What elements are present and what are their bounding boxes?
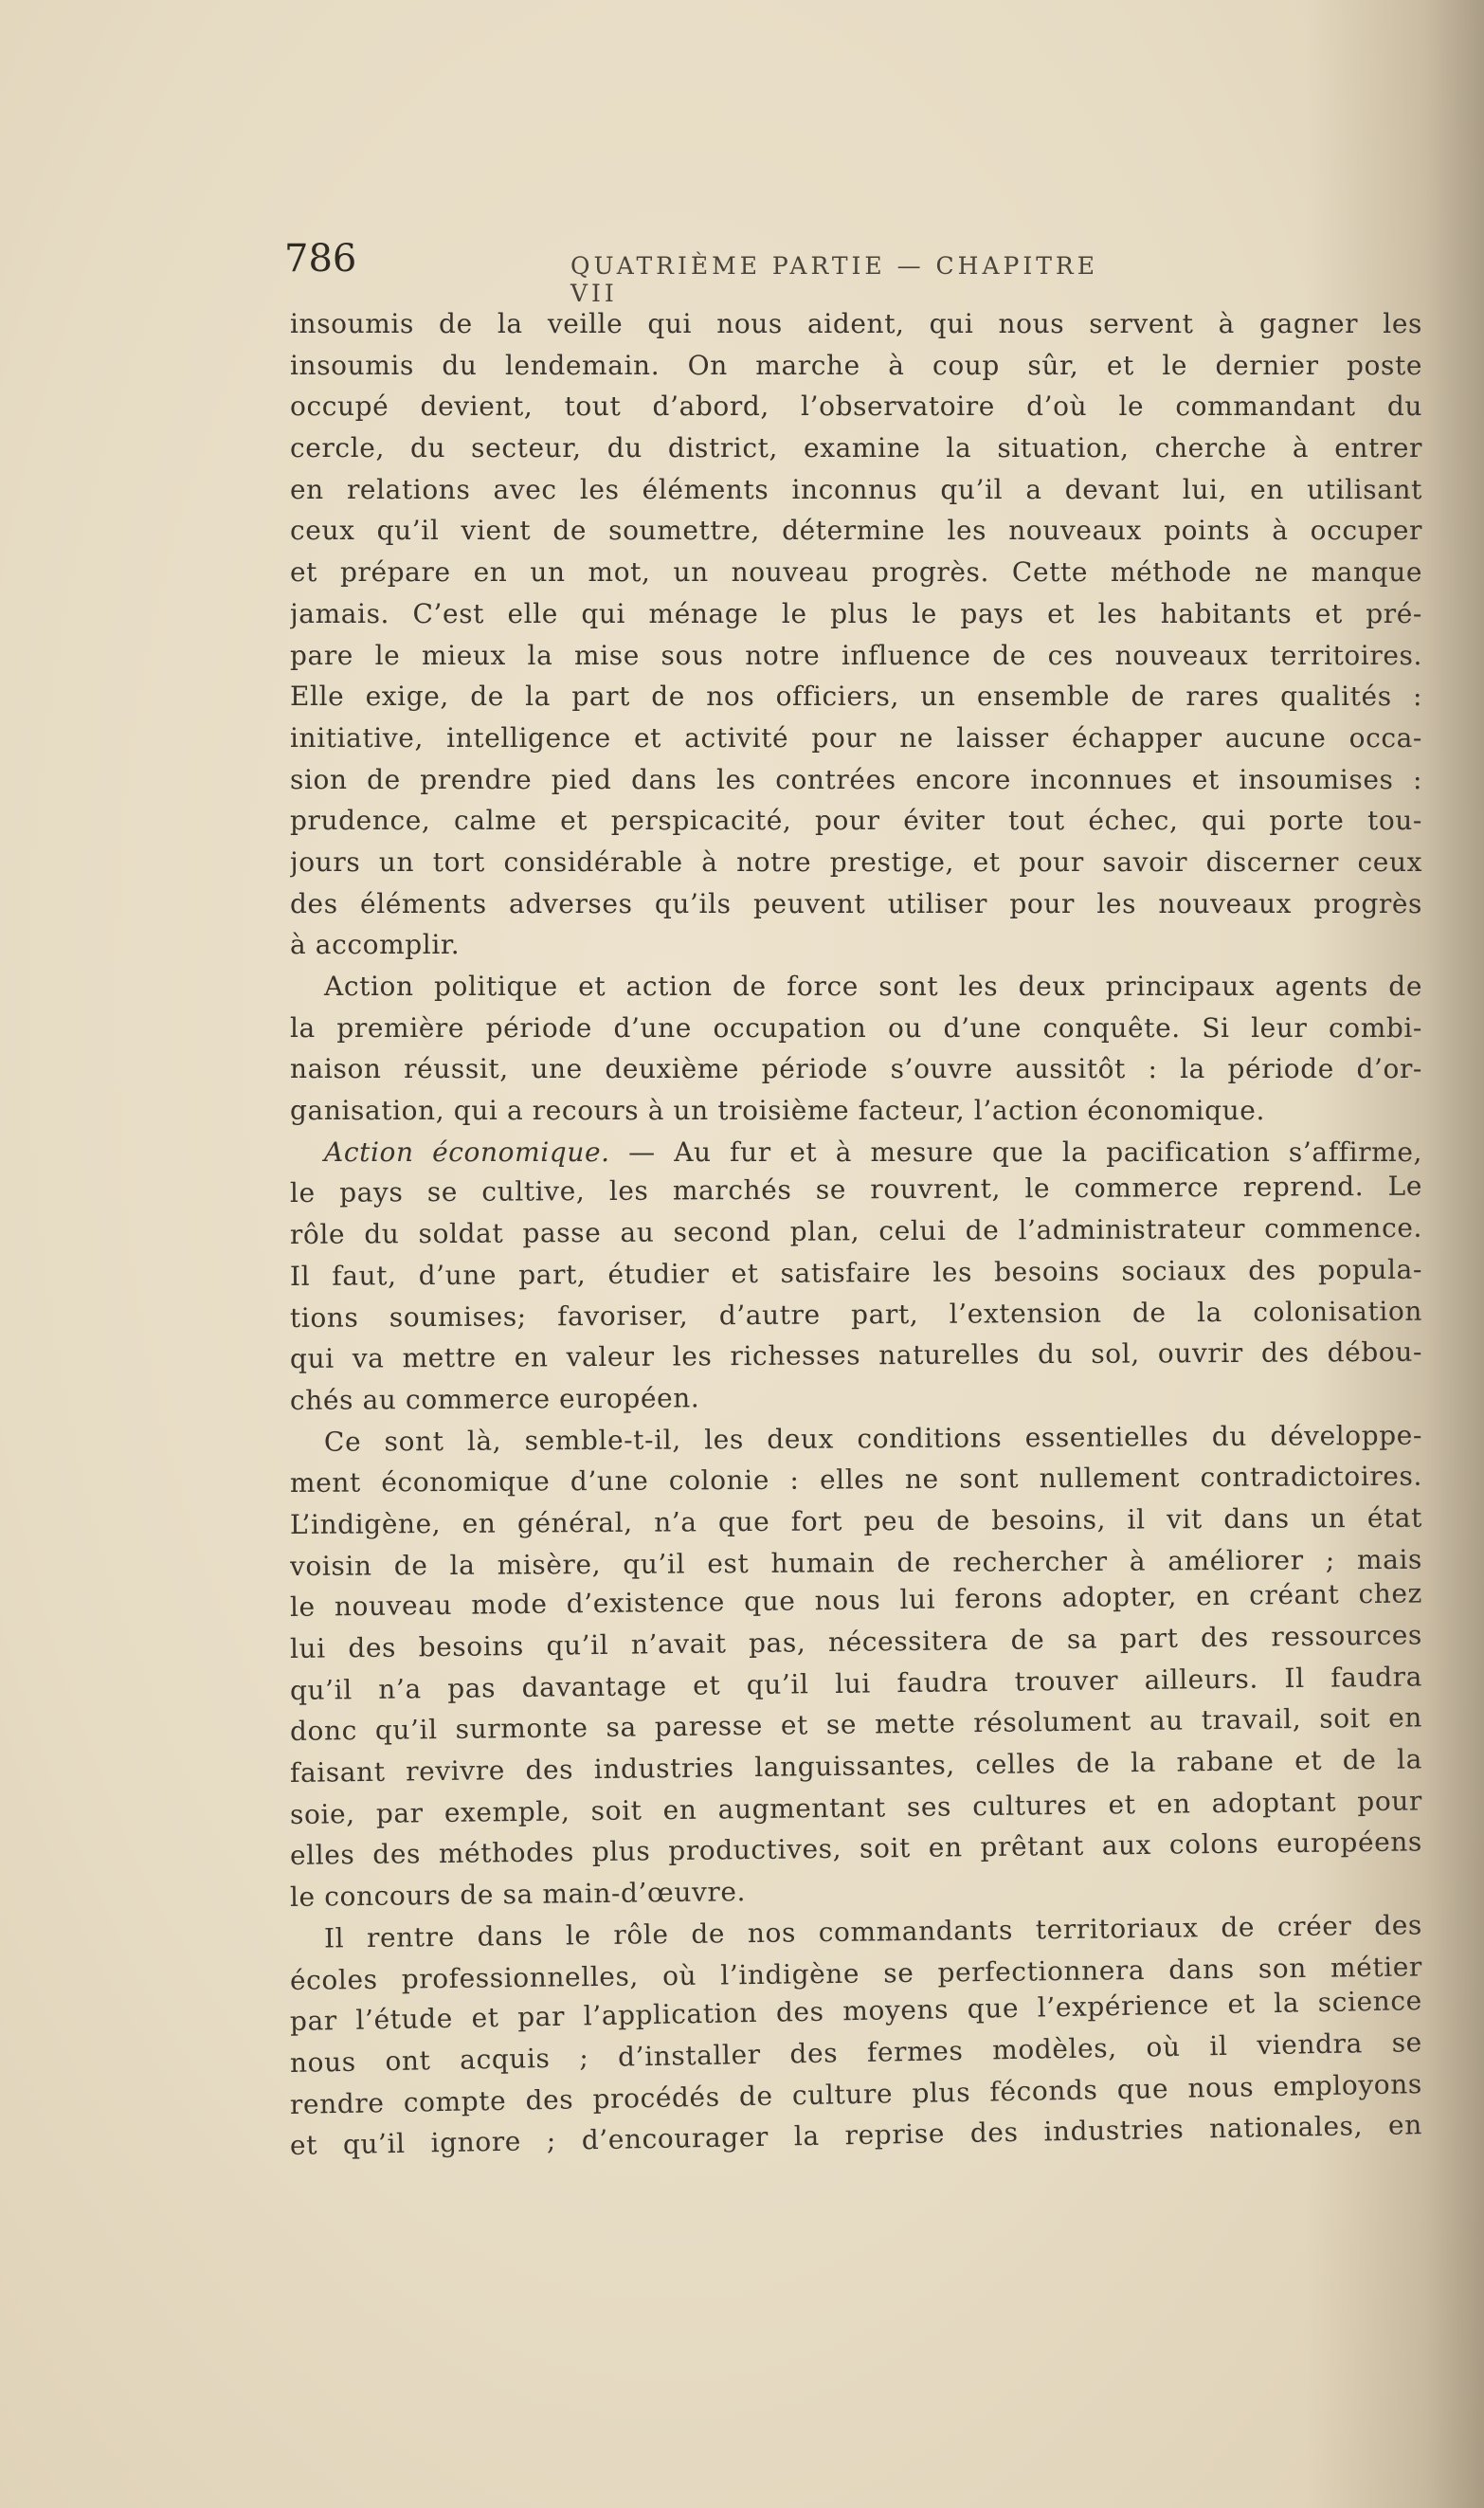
text-line bbox=[290, 1456, 1422, 1504]
body-text bbox=[290, 303, 1422, 2167]
line-text: L’indigène, en général, n’a que fort peu de besoins, il vit dans un état bbox=[289, 1501, 1423, 1540]
line-text: chés au commerce européen. bbox=[289, 1382, 700, 1416]
line-text: elles des méthodes plus productives, soit en prêtant aux colons européens bbox=[289, 1826, 1423, 1872]
page-header bbox=[284, 237, 1137, 307]
line-text: qui va mettre en valeur les richesses naturelles du sol, ouvrir des débou- bbox=[289, 1336, 1423, 1375]
text-line bbox=[290, 386, 1422, 427]
text-line bbox=[290, 883, 1422, 925]
text-line bbox=[290, 1166, 1422, 1214]
line-text: voisin de la misère, qu’il est humain de rechercher à améliorer ; mais bbox=[289, 1543, 1423, 1582]
text-line bbox=[290, 1498, 1422, 1546]
section-heading: Action économique. bbox=[324, 1136, 610, 1168]
text-line bbox=[290, 303, 1422, 345]
text-line bbox=[290, 427, 1422, 469]
line-text: le nouveau mode d’existence que nous lui ferons adopter, en créant chez bbox=[289, 1577, 1423, 1624]
text-line bbox=[290, 1208, 1422, 1256]
line-text: Il rentre dans le rôle de nos commandants territoriaux de créer des bbox=[323, 1909, 1423, 1954]
line-text: par l’étude et par l’application des moyens que l’expérience et la science bbox=[289, 1985, 1423, 2038]
line-text: et prépare en un mot, un nouveau progrès. Cette méthode ne manque bbox=[290, 556, 1422, 589]
line-text: qu’il n’a pas davantage et qu’il lui faudra trouver ailleurs. Il faudra bbox=[289, 1661, 1423, 1706]
text-line bbox=[290, 1332, 1422, 1380]
text-line bbox=[290, 635, 1422, 677]
line-text: tions soumises; favoriser, d’autre part, l’extension de la colonisation bbox=[289, 1295, 1423, 1334]
text-line bbox=[290, 718, 1422, 759]
text-line bbox=[290, 842, 1422, 883]
text-line bbox=[290, 1414, 1422, 1463]
line-text: Action politique et action de force sont les deux principaux agents de bbox=[324, 971, 1422, 1002]
line-text: prudence, calme et perspicacité, pour éviter tout échec, qui porte tou- bbox=[290, 805, 1422, 837]
line-text: rendre compte des procédés de culture plus féconds que nous employons bbox=[289, 2067, 1423, 2120]
line-text: sion de prendre pied dans les contrées encore inconnues et insoumises : bbox=[290, 763, 1422, 795]
line-text: naison réussit, une deuxième période s’ouvre aussitôt : la période d’or- bbox=[290, 1053, 1422, 1085]
line-text: des éléments adverses qu’ils peuvent utiliser pour les nouveaux progrès bbox=[290, 887, 1422, 919]
line-text: soie, par exemple, soit en augmentant ses cultures et en adoptant pour bbox=[289, 1785, 1423, 1830]
line-text: — Au fur et à mesure que la pacification s’affirme, bbox=[609, 1136, 1422, 1168]
line-text: écoles professionnelles, où l’indigène se perfectionnera dans son métier bbox=[289, 1950, 1423, 1996]
text-line bbox=[290, 759, 1422, 801]
line-text: à accomplir. bbox=[290, 929, 461, 961]
line-text: le pays se cultive, les marchés se rouvrent, le commerce reprend. Le bbox=[289, 1171, 1423, 1209]
line-text: jours un tort considérable à notre prestige, et pour savoir discerner ceux bbox=[290, 845, 1422, 878]
text-line bbox=[290, 345, 1422, 387]
running-head: QUATRIÈME PARTIE — CHAPITRE VII bbox=[570, 252, 1098, 307]
line-text: le concours de sa main-d’œuvre. bbox=[289, 1876, 747, 1914]
line-text: lui des besoins qu’il n’avait pas, nécessitera de sa part des ressources bbox=[289, 1619, 1423, 1664]
text-line bbox=[290, 510, 1422, 552]
line-text: initiative, intelligence et activité pour ne laisser échapper aucune occa- bbox=[290, 721, 1422, 754]
text-line bbox=[290, 1048, 1422, 1090]
line-text: insoumis du lendemain. On marche à coup sûr, et le dernier poste bbox=[290, 349, 1422, 381]
text-line bbox=[290, 469, 1422, 511]
line-text: ceux qu’il vient de soumettre, détermine les nouveaux points à occuper bbox=[290, 515, 1422, 547]
line-text: ganisation, qui a recours à un troisième facteur, l’action économique. bbox=[290, 1095, 1265, 1127]
line-text: jamais. C’est elle qui ménage le plus le pays et les habitants et pré- bbox=[290, 597, 1422, 629]
line-text: la première période d’une occupation ou d’une conquête. Si leur combi- bbox=[290, 1011, 1422, 1044]
line-text: Il faut, d’une part, étudier et satisfaire les besoins sociaux des popula- bbox=[289, 1253, 1423, 1292]
text-line bbox=[290, 800, 1422, 842]
line-text: rôle du soldat passe au second plan, celui de l’administrateur commence. bbox=[289, 1211, 1423, 1251]
line-text: faisant revivre des industries languissantes, celles de la rabane et de la bbox=[289, 1743, 1423, 1790]
text-line bbox=[290, 1373, 1422, 1422]
line-text: donc qu’il surmonte sa paresse et se mette résolument au travail, soit en bbox=[289, 1701, 1423, 1748]
line-text: nous ont acquis ; d’installer des fermes modèles, où il viendra se bbox=[289, 2026, 1423, 2079]
text-line bbox=[290, 1008, 1422, 1049]
line-text: en relations avec les éléments inconnus qu’il a devant lui, en utilisant bbox=[290, 473, 1422, 505]
text-line bbox=[290, 1090, 1422, 1132]
line-text: pare le mieux la mise sous notre influence de ces nouveaux territoires. bbox=[290, 639, 1422, 671]
text-line bbox=[290, 966, 1422, 1008]
text-line bbox=[290, 1249, 1422, 1298]
text-line bbox=[290, 924, 1422, 966]
line-text: Elle exige, de la part de nos officiers, un ensemble de rares qualités : bbox=[290, 681, 1422, 713]
line-text: cercle, du secteur, du district, examine la situation, cherche à entrer bbox=[290, 432, 1422, 464]
line-text: et qu’il ignore ; d’encourager la reprise des industries nationales, en bbox=[289, 2109, 1423, 2162]
line-text: Ce sont là, semble-t-il, les deux conditions essentielles du développe- bbox=[323, 1419, 1423, 1458]
line-text: insoumis de la veille qui nous aident, qui nous servent à gagner les bbox=[290, 308, 1422, 339]
text-line bbox=[290, 1290, 1422, 1338]
text-line bbox=[290, 676, 1422, 718]
text-line bbox=[290, 552, 1422, 593]
line-text: ment économique d’une colonie : elles ne sont nullement contradictoires. bbox=[289, 1460, 1423, 1499]
page-number: 786 bbox=[284, 237, 357, 281]
line-text: occupé devient, tout d’abord, l’observatoire d’où le commandant du bbox=[290, 391, 1422, 423]
text-line bbox=[290, 593, 1422, 635]
